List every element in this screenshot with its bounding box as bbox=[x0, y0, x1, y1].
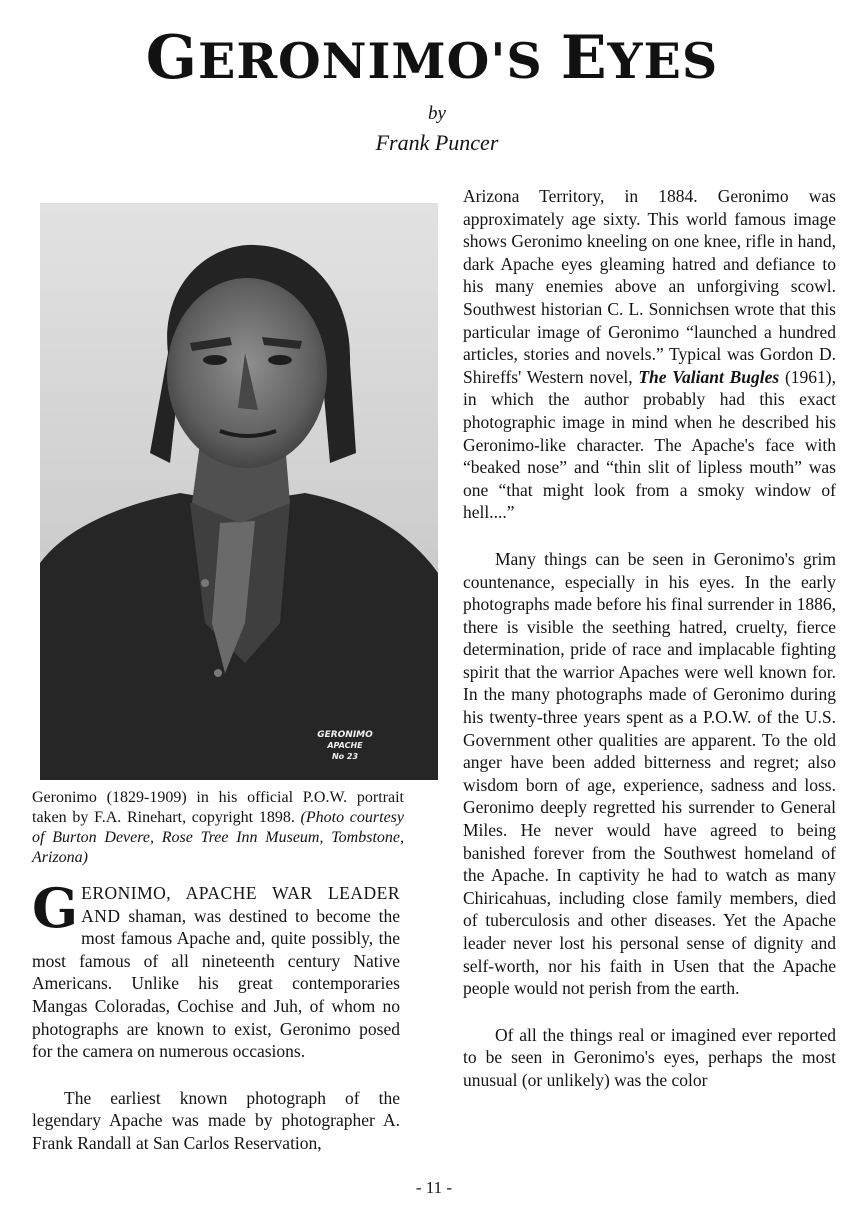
paragraph-opening bbox=[32, 876, 400, 1063]
lead-in: ERONIMO, APACHE WAR LEADER AND bbox=[81, 883, 400, 926]
paragraph-eye-color: Of all the things real or imagined ever reported to be seen in Geronimo's eyes, perhaps the most unusual (or unlikely) was the color bbox=[463, 1024, 836, 1090]
left-column-body bbox=[32, 876, 400, 1155]
paragraph-arizona-territory bbox=[463, 185, 836, 524]
inscription-name: GERONIMO bbox=[317, 730, 373, 740]
byline-by: by bbox=[428, 103, 446, 124]
title-word-2: YES bbox=[607, 32, 719, 90]
inscription-tribe: APACHE bbox=[327, 741, 363, 750]
paragraph-opening-text: shaman, was destined to become the most famous Apache and, quite possibly, the most famous of all nineteenth century Native Americans. Unlike his great contemporaries Mangas Coloradas, Cochise and Juh, of whom no photographs are known to exist, Geronimo posed for the camera on numerous occasions. bbox=[32, 905, 400, 1062]
title-word-1: ERONIMO'S bbox=[197, 32, 561, 90]
page-number: - 11 - bbox=[415, 1178, 453, 1197]
article-title bbox=[0, 23, 864, 93]
geronimo-portrait-photo bbox=[40, 203, 438, 780]
book-title: The Valiant Bugles bbox=[638, 366, 780, 387]
drop-cap: G bbox=[32, 876, 79, 940]
title-initial-g: G bbox=[145, 23, 198, 93]
byline-author: Frank Puncer bbox=[375, 130, 499, 155]
inscription-number: No 23 bbox=[331, 752, 359, 761]
caption-credit: (Photo courtesy of Burton Devere, Rose Tree Inn Museum, Tombstone, Arizona) bbox=[32, 809, 405, 866]
title-initial-e: E bbox=[560, 23, 608, 93]
paragraph-text: (1961), in which the author probably had this exact photographic image in mind when he described his Geronimo-like character. The Apache's face with “beaked nose” and “thin slit of lipless mouth” was one “that might look from a smoky window of hell....” bbox=[463, 366, 837, 523]
right-column-body bbox=[463, 185, 836, 1092]
paragraph-countenance: Many things can be seen in Geronimo's grim countenance, especially in his eyes. In the early photographs made before his final surrender in 1886, there is visible the seething hatred, cruelty, fierce determination, pride of race and implacable fighting spirit that the warrior Apaches were well known for. In the many photographs made of Geronimo during his twenty-three years spent as a P.O.W. of the U.S. Government other qualities are apparent. To the old anger have been added bitterness and regret; also wisdom born of age, experience, sadness and loss. Geronimo deeply regretted his surrender to General Miles. He never would have agreed to being banished forever from the Southwest homeland of the Apache. In captivity he had to watch as many Chiricahuas, including close family members, died of tuberculosis and other diseases. Yet the Apache leader never lost his personal sense of dignity and self-worth, nor his faith in Usen that the Apache people would not perish from the earth. bbox=[463, 548, 836, 999]
caption-text: Geronimo (1829-1909) in his official P.O.W. portrait taken by F.A. Rinehart, copyright 1898. bbox=[32, 789, 404, 826]
photo-caption bbox=[32, 788, 404, 868]
paragraph-text: Arizona Territory, in 1884. Geronimo was approximately age sixty. This world famous image shows Geronimo kneeling on one knee, rifle in hand, dark Apache eyes gleaming hatred and defiance to his many enemies above an unforgiving scowl. Southwest historian C. L. Sonnichsen wrote that this particular image of Geronimo “launched a hundred articles, stories and novels.” Typical was Gordon D. Shireffs' Western novel, bbox=[463, 186, 836, 387]
paragraph-earliest-photo: The earliest known photograph of the legendary Apache was made by photographer A. Frank Randall at San Carlos Reservation, bbox=[32, 1087, 400, 1153]
